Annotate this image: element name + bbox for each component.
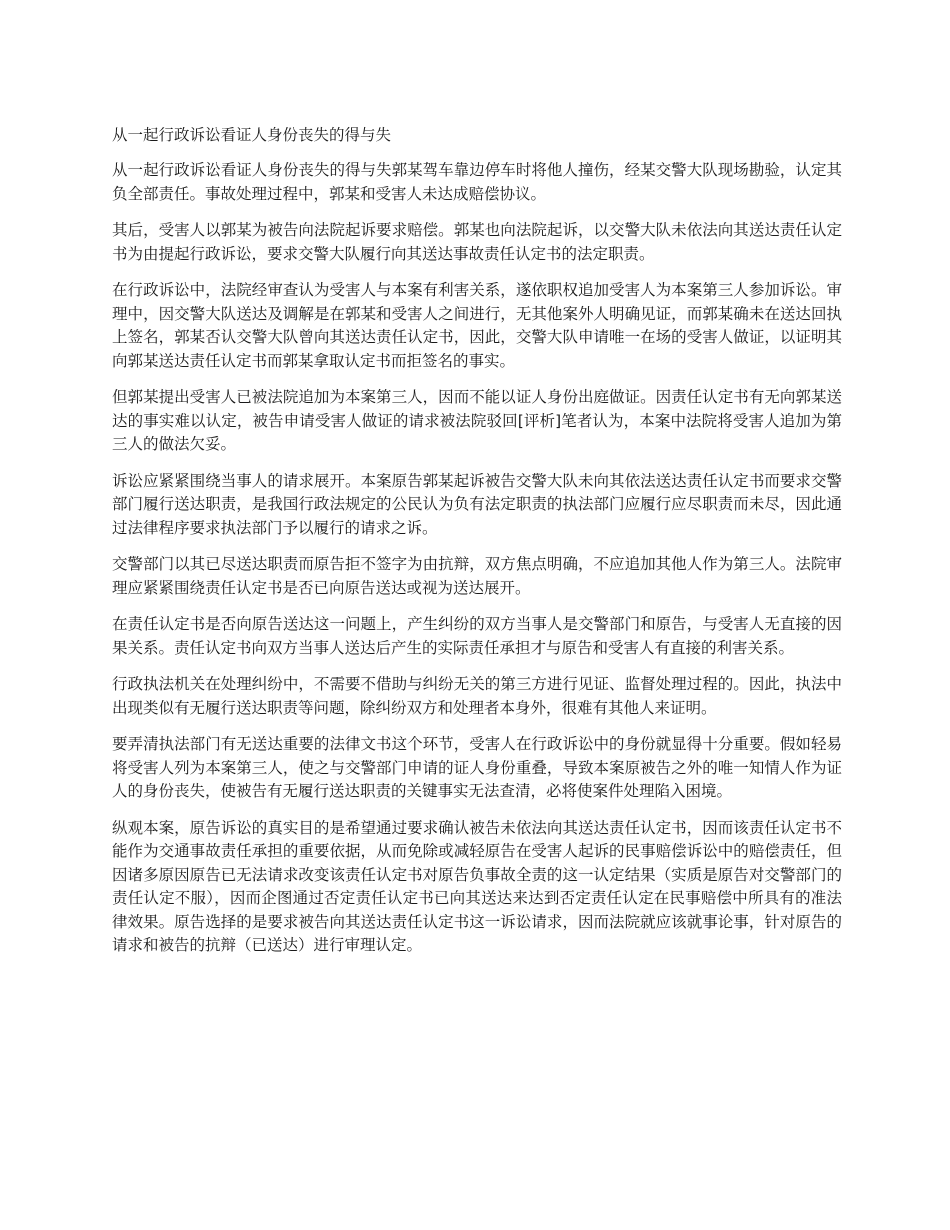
paragraph-6: 交警部门以其已尽送达职责而原告拒不签字为由抗辩，双方焦点明确，不应追加其他人作为第三人。法院审理应紧紧围绕责任认定书是否已向原告送达或视为送达展开。 <box>112 555 842 597</box>
paragraph-4: 但郭某提出受害人已被法院追加为本案第三人，因而不能以证人身份出庭做证。因责任认定书有无向郭某送达的事实难以认定，被告申请受害人做证的请求被法院驳回[评析]笔者认为，本案中法院将受害人追加为第三人的做法欠妥。 <box>112 388 842 453</box>
document-title: 从一起行政诉讼看证人身份丧失的得与失 <box>112 126 392 144</box>
paragraph-7: 在责任认定书是否向原告送达这一问题上，产生纠纷的双方当事人是交警部门和原告，与受害人无直接的因果关系。责任认定书向双方当事人送达后产生的实际责任承担才与原告和受害人有直接的利害关系。 <box>112 615 842 657</box>
paragraph-8: 行政执法机关在处理纠纷中，不需要不借助与纠纷无关的第三方进行见证、监督处理过程的。因此，执法中出现类似有无履行送达职责等问题，除纠纷双方和处理者本身外，很难有其他人来证明。 <box>112 675 842 717</box>
paragraph-9: 要弄清执法部门有无送达重要的法律文书这个环节，受害人在行政诉讼中的身份就显得十分重要。假如轻易将受害人列为本案第三人，使之与交警部门申请的证人身份重叠，导致本案原被告之外的唯一知情人作为证人的身份丧失，使被告有无履行送达职责的关键事实无法查清，必将使案件处理陷入困境。 <box>112 735 842 800</box>
paragraph-2: 其后，受害人以郭某为被告向法院起诉要求赔偿。郭某也向法院起诉，以交警大队未依法向其送达责任认定书为由提起行政诉讼，要求交警大队履行向其送达事故责任认定书的法定职责。 <box>112 221 842 263</box>
paragraph-3: 在行政诉讼中，法院经审查认为受害人与本案有利害关系，遂依职权追加受害人为本案第三人参加诉讼。审理中，因交警大队送达及调解是在郭某和受害人之间进行，无其他案外人明确见证，而郭某确未在送达回执上签名，郭某否认交警大队曾向其送达责任认定书，因此，交警大队申请唯一在场的受害人做证，以证明其向郭某送达责任认定书而郭某拿取认定书而拒签名的事实。 <box>112 281 842 370</box>
paragraph-5: 诉讼应紧紧围绕当事人的请求展开。本案原告郭某起诉被告交警大队未向其依法送达责任认定书而要求交警部门履行送达职责，是我国行政法规定的公民认为负有法定职责的执法部门应履行应尽职责而未尽，因此通过法律程序要求执法部门予以履行的请求之诉。 <box>112 471 842 537</box>
document-page <box>112 123 842 971</box>
paragraph-1: 从一起行政诉讼看证人身份丧失的得与失郭某驾车靠边停车时将他人撞伤，经某交警大队现场勘验，认定其负全部责任。事故处理过程中，郭某和受害人未达成赔偿协议。 <box>112 161 842 203</box>
paragraph-10: 纵观本案，原告诉讼的真实目的是希望通过要求确认被告未依法向其送达责任认定书，因而该责任认定书不能作为交通事故责任承担的重要依据，从而免除或减轻原告在受害人起诉的民事赔偿诉讼中的赔偿责任，但因诸多原因原告已无法请求改变该责任认定书对原告负事故全责的这一认定结果（实质是原告对交警部门的责任认定不服），因而企图通过否定责任认定书已向其送达来达到否定责任认定在民事赔偿中所具有的准法律效果。原告选择的是要求被告向其送达责任认定书这一诉讼请求，因而法院就应该就事论事，针对原告的请求和被告的抗辩（已送达）进行审理认定。 <box>112 818 842 954</box>
